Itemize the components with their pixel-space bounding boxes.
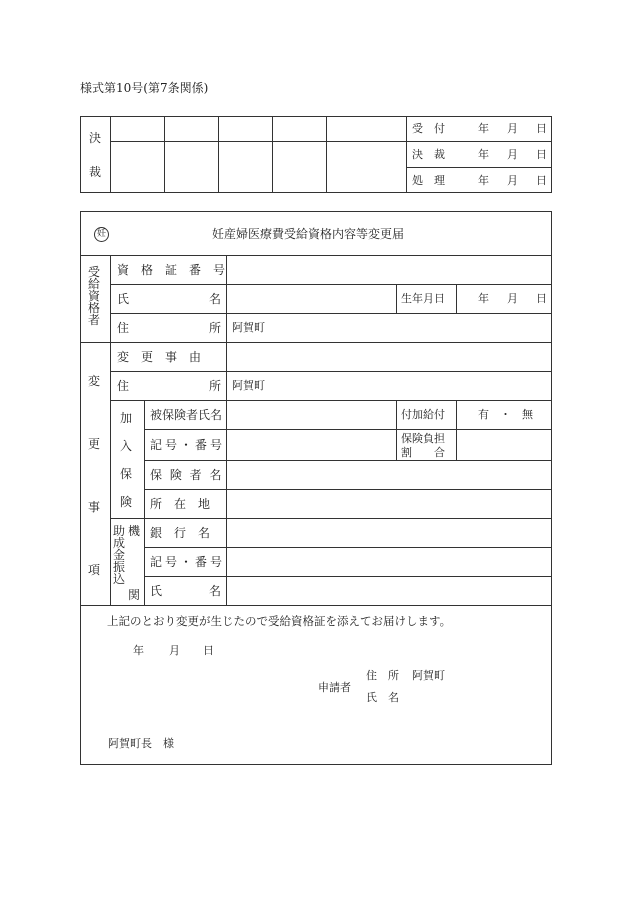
location-field[interactable] [227,490,551,518]
processing-year: 年 [478,174,489,187]
insurance-group-char-2: 入 [120,439,133,453]
declaration-month: 月 [169,644,180,657]
decision-year: 年 [478,148,489,161]
account-name-field[interactable] [227,577,551,605]
bank-symbol-number-label: 記号・番号 [150,555,226,569]
received-label: 受 付 [412,122,445,135]
new-address-label-left: 住 [117,379,130,393]
copay-label-line2: 割 合 [401,446,445,459]
account-name-label-right: 名 [209,584,222,598]
insurer-name-label: 保 険 者 名 [150,468,224,482]
new-address-label-right: 所 [209,379,222,393]
change-section-char-3: 事 [88,500,101,514]
benefit-options[interactable]: 有 ・ 無 [478,408,533,421]
approval-label-char-1: 決 [89,131,102,145]
applicant-address-label: 住 所 [366,669,399,682]
certificate-number-label: 資 格 証 番 号 [117,263,226,277]
birthdate-label: 生年月日 [401,292,445,305]
symbol-number-field[interactable] [227,430,395,460]
bank-name-label: 銀 行 名 [150,526,211,540]
insured-name-field[interactable] [227,401,395,429]
received-day: 日 [536,122,547,135]
symbol-number-label: 記号・番号 [150,438,226,452]
declaration-day: 日 [203,644,214,657]
copay-label-line1: 保険負担 [401,432,445,445]
applicant-name-label: 氏 名 [366,691,399,704]
form-title: 妊産婦医療費受給資格内容等変更届 [212,227,405,241]
pregnancy-badge: 妊 [94,227,109,242]
recipient-section-label: 受 給 資 格 者 [87,265,100,327]
change-section-char-1: 変 [88,374,101,388]
declaration-year: 年 [133,644,144,657]
insured-name-label: 被保険者氏名 [150,408,223,422]
approval-label-char-2: 裁 [89,165,102,179]
name-label-right: 名 [209,292,222,306]
insurance-group-char-3: 保 [120,467,133,481]
received-month: 月 [507,122,518,135]
bank-group-label-right-1: 機 [128,524,141,538]
name-field[interactable] [227,285,395,313]
decision-day: 日 [536,148,547,161]
insurance-group-char-1: 加 [120,411,133,425]
decision-month: 月 [507,148,518,161]
declaration-statement: 上記のとおり変更が生じたので受給資格証を添えてお届けします。 [107,614,452,628]
change-section-char-2: 更 [88,437,101,451]
change-section-char-4: 項 [88,563,101,577]
received-year: 年 [478,122,489,135]
applicant-label: 申請者 [318,681,351,694]
birthdate-year: 年 [478,292,489,305]
address-label-right: 所 [209,321,222,335]
address-value: 阿賀町 [232,321,265,334]
new-address-value: 阿賀町 [232,379,265,392]
form-number: 様式第10号(第7条関係) [80,81,209,95]
benefit-label: 付加給付 [401,408,445,421]
decision-label: 決 裁 [412,148,445,161]
birthdate-month: 月 [507,292,518,305]
applicant-name-field[interactable] [412,688,542,708]
insurance-group-char-4: 険 [120,495,133,509]
processing-month: 月 [507,174,518,187]
bank-group-label-right-2: 関 [128,588,141,602]
change-reason-field[interactable] [227,343,551,371]
change-reason-label: 変 更 事 由 [117,350,202,364]
applicant-address-value: 阿賀町 [412,669,445,682]
bank-group-label-left: 助 成 金 振 込 [112,524,125,586]
processing-label: 処 理 [412,174,445,187]
location-label: 所 在 地 [150,497,211,511]
bank-symbol-number-field[interactable] [227,548,551,576]
account-name-label-left: 氏 [150,584,163,598]
processing-day: 日 [536,174,547,187]
name-label-left: 氏 [117,292,130,306]
certificate-number-field[interactable] [227,256,551,284]
address-label-left: 住 [117,321,130,335]
addressee: 阿賀町長 様 [108,737,174,750]
birthdate-day: 日 [536,292,547,305]
insurer-name-field[interactable] [227,461,551,489]
bank-name-field[interactable] [227,519,551,547]
copay-field[interactable] [457,430,551,460]
